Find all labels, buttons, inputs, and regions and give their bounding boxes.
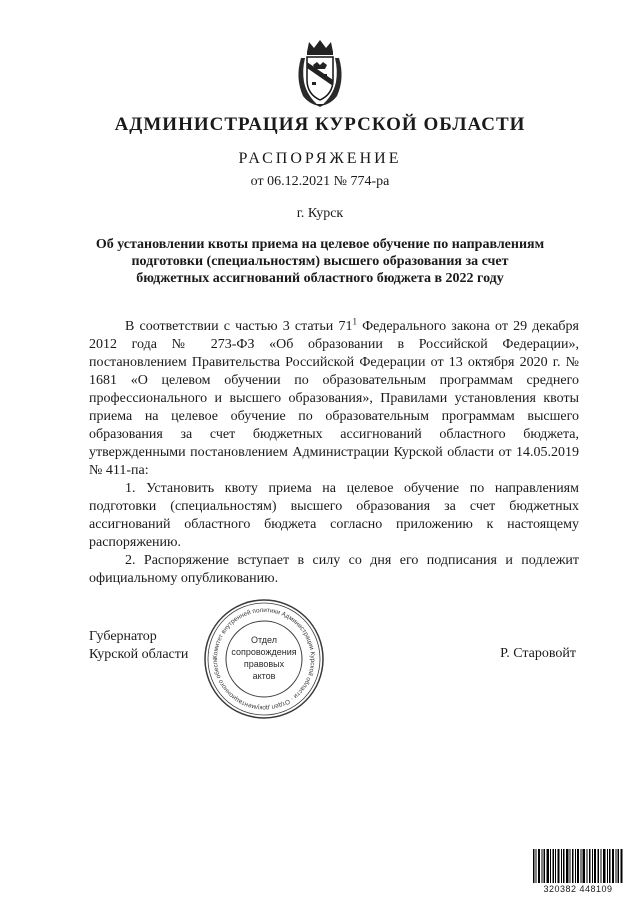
stamp-center-line: правовых	[243, 659, 285, 669]
subject-line: бюджетных ассигнований областного бюджета в 2022 году	[136, 271, 504, 286]
stamp-ring-text: Комитет внутренней политики Администрации Курской области · Отдел документационного обеспе	[211, 606, 317, 712]
official-stamp	[202, 597, 326, 721]
subject-line: подготовки (специальностям) высшего образования за счет	[131, 254, 509, 269]
document-city: г. Курск	[296, 206, 344, 221]
signatory-region: Курской области	[89, 647, 189, 662]
signatory-position	[89, 628, 188, 664]
clause-1-paragraph: 1. Установить квоту приема на целевое обучение по направлениям подготовки (специальностям) высшего образования за счет бюджетных ассигнований областного бюджета согласно приложению к настоящему распоряжению.	[89, 481, 579, 550]
article-superscript: 1	[352, 316, 357, 327]
preamble-paragraph	[89, 318, 579, 480]
preamble-text-rest: Федерального закона от 29 декабря 2012 года № 273-ФЗ «Об образовании в Российской Федерации», постановлением Правительства Российской Федерации от 13 октября 2020 г. № 1681 «О целевом обучении по образовательным программам среднего профессионального и высшего образования», Правилами установления квоты приема на целевое обучение по образовательным программам высшего образования за счет бюджетных ассигнований областного бюджета, утвержденными постановлением Администрации Курской области от 14.05.2019 № 411-па:	[89, 319, 579, 478]
document-subject	[70, 236, 570, 287]
stamp-center-line: Отдел	[250, 635, 278, 645]
signatory-title: Губернатор	[89, 629, 157, 644]
document-body	[89, 318, 579, 588]
organization-title: АДМИНИСТРАЦИЯ КУРСКОЙ ОБЛАСТИ	[114, 114, 526, 135]
stamp-center-line: актов	[252, 671, 276, 681]
signatory-name: Р. Старовойт	[500, 646, 576, 661]
document-date-number: от 06.12.2021 № 774-ра	[250, 174, 390, 189]
document-barcode	[532, 849, 624, 883]
barcode-number: 320382 448109	[543, 884, 613, 894]
clause-2-paragraph: 2. Распоряжение вступает в силу со дня его подписания и подлежит официальному опубликованию.	[89, 553, 579, 586]
stamp-center-line: сопровождения	[231, 647, 297, 657]
document-type: РАСПОРЯЖЕНИЕ	[238, 150, 402, 167]
preamble-text-start: В соответствии с частью 3 статьи 71	[125, 319, 353, 334]
subject-line: Об установлении квоты приема на целевое обучение по направлениям	[95, 237, 545, 252]
coat-of-arms-emblem	[295, 38, 345, 108]
